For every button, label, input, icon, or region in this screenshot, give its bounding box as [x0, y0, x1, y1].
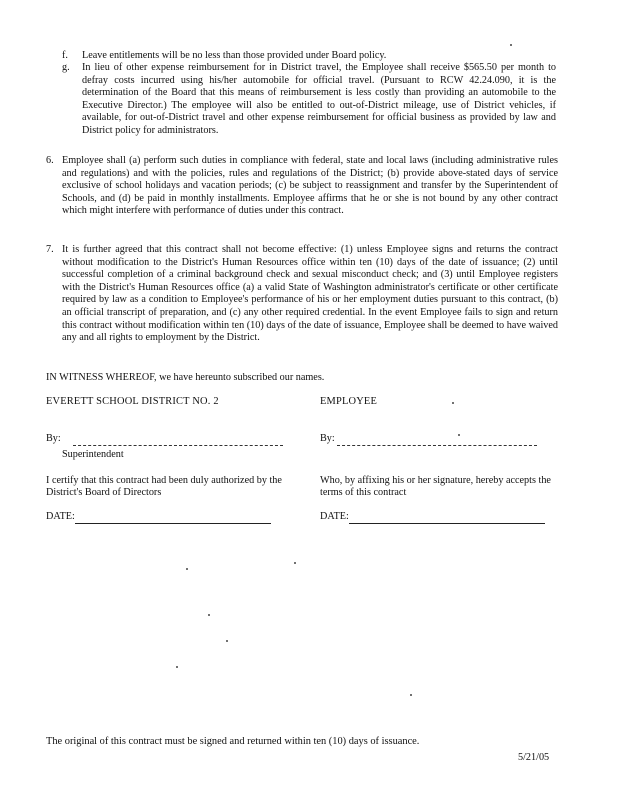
item-6-number: 6.	[46, 155, 54, 166]
item-g	[62, 62, 556, 138]
employee-date-field[interactable]	[349, 513, 545, 524]
employee-signature-field[interactable]	[337, 435, 537, 446]
employee-date-label: DATE:	[320, 511, 349, 522]
district-heading: EVERETT SCHOOL DISTRICT NO. 2	[46, 396, 219, 407]
scan-speck	[410, 694, 412, 696]
item-6	[46, 155, 558, 218]
item-7	[46, 244, 558, 345]
scan-speck	[294, 562, 296, 564]
scan-speck	[208, 614, 210, 616]
item-f-text: Leave entitlements will be no less than those provided under Board policy.	[82, 50, 387, 61]
employee-by-label: By:	[320, 433, 335, 444]
footer-note: The original of this contract must be signed and returned within ten (10) days of issuance.	[46, 736, 420, 747]
item-f-letter: f.	[62, 50, 68, 61]
item-g-letter: g.	[62, 62, 70, 73]
district-date-field[interactable]	[75, 513, 271, 524]
item-6-text: Employee shall (a) perform such duties in compliance with federal, state and local laws (including administrative rules and regulations) and with the policies, rules and regulations of the District; (b) provide above-stated days of service exclusive of school holidays and vacation periods; (c) be subject to reassignment and transfer by the Superintendent of Schools, and (d) be paid in monthly installments. Employee affirms that he or she is not bound by any other contract which might interfere with performance of duties under this contract.	[62, 155, 558, 217]
district-date-label: DATE:	[46, 511, 75, 522]
item-7-text: It is further agreed that this contract shall not become effective: (1) unless Employee signs and returns the contract without modification to the District's Human Resources office within ten (10) days of the date of issuance; (2) until successful completion of a criminal background check and sexual misconduct check; and (3) until Employee registers with the District's Human Resources office (a) a valid State of Washington administrator's certificate or other certificate required by law as a condition to Employee's performance of his or her employment duties pursuant to this contract, (b) an official transcript of preparation, and (c) any other required credential. In the event Employee fails to sign and return this contract without modification within ten (10) days of the date of issuance, Employee shall be deemed to have waived any and all rights to employment by the District.	[62, 244, 558, 344]
employee-acceptance-statement: Who, by affixing his or her signature, hereby accepts the terms of this contract	[320, 475, 551, 498]
scan-speck	[176, 666, 178, 668]
superintendent-label: Superintendent	[62, 449, 124, 460]
employee-heading: EMPLOYEE	[320, 396, 378, 407]
district-signature-line	[46, 433, 283, 446]
item-g-text: In lieu of other expense reimbursement for in District travel, the Employee shall receive $565.50 per month to defray costs incurred using his/her automobile for official travel. (Pursuant to RCW 42.24.090, it is the determination of the Board that this means of reimbursement is less costly than providing an automobile to the Executive Director.) The employee will also be entitled to out-of-District mileage, use of District vehicles, if available, for out-of-District travel and other expense reimbursement for official business as provided by law and District policy for administrators.	[82, 62, 556, 136]
witness-statement: IN WITNESS WHEREOF, we have hereunto subscribed our names.	[46, 372, 325, 383]
district-signature-field[interactable]	[73, 435, 283, 446]
scan-speck	[458, 434, 460, 436]
employee-signature-line	[320, 433, 537, 446]
board-certification-statement: I certify that this contract had been duly authorized by the District's Board of Directors	[46, 475, 282, 498]
scan-speck	[510, 44, 512, 46]
item-7-number: 7.	[46, 244, 54, 255]
scan-speck	[186, 568, 188, 570]
district-date-line	[46, 511, 271, 524]
scan-speck	[226, 640, 228, 642]
employee-date-line	[320, 511, 545, 524]
district-by-label: By:	[46, 433, 61, 444]
scan-speck	[452, 402, 454, 404]
version-date: 5/21/05	[518, 752, 550, 763]
item-f	[62, 50, 556, 63]
